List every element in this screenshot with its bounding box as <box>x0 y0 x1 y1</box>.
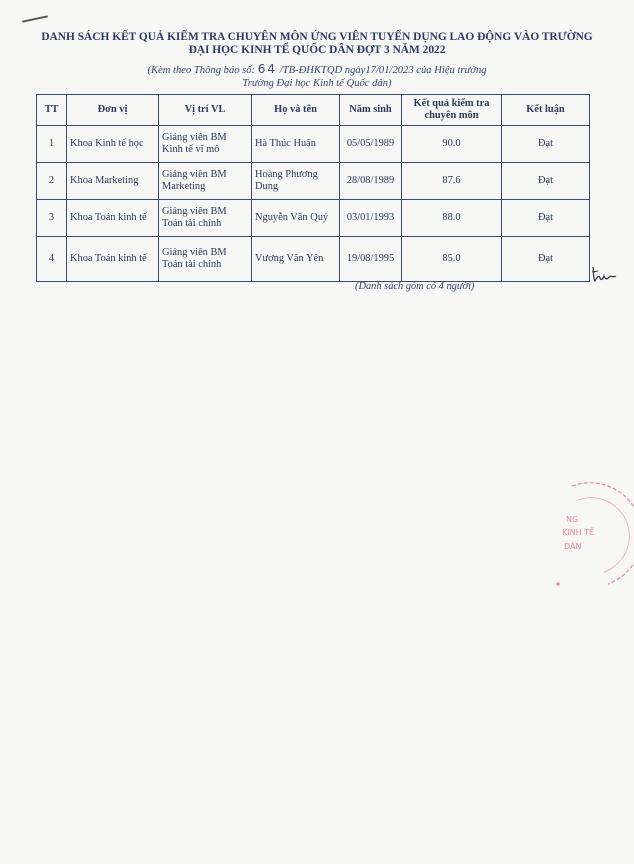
position-line-2: Toán tài chính <box>162 218 222 229</box>
header-unit: Đơn vị <box>67 95 159 126</box>
cell-name <box>252 237 340 282</box>
cell-result: Đạt <box>502 237 590 282</box>
name-line-1: Hà Thúc Huân <box>255 138 316 149</box>
cell-unit: Khoa Marketing <box>67 163 159 200</box>
cell-tt: 3 <box>37 200 67 237</box>
table-row <box>37 200 590 237</box>
stamp-text-1: NG <box>566 515 579 524</box>
position-line-1: Giảng viên BM <box>162 169 227 180</box>
cell-unit: Khoa Kinh tế học <box>67 126 159 163</box>
cell-score: 87.6 <box>402 163 502 200</box>
cell-tt: 1 <box>37 126 67 163</box>
cell-position <box>159 200 252 237</box>
document-subtitle <box>0 63 634 90</box>
title-line-2: ĐẠI HỌC KINH TẾ QUỐC DÂN ĐỢT 3 NĂM 2022 <box>188 44 446 56</box>
cell-birth: 28/08/1989 <box>340 163 402 200</box>
corner-mark <box>22 15 48 22</box>
cell-birth: 03/01/1993 <box>340 200 402 237</box>
subtitle-middle: /TB-ĐHKTQD ngày <box>279 65 366 76</box>
cell-score: 85.0 <box>402 237 502 282</box>
name-line-2: Dung <box>255 181 279 192</box>
name-line-1: Nguyễn Văn Quý <box>255 212 329 223</box>
header-result: Kết luận <box>502 95 590 126</box>
list-count-note: (Danh sách gồm có 4 người) <box>355 281 475 292</box>
cell-position <box>159 126 252 163</box>
cell-birth: 05/05/1989 <box>340 126 402 163</box>
position-line-1: Giảng viên BM <box>162 206 227 217</box>
subtitle-line-2: Trường Đại học Kinh tế Quốc dân) <box>242 78 392 89</box>
position-line-1: Giảng viên BM <box>162 247 227 258</box>
cell-name <box>252 200 340 237</box>
cell-position <box>159 163 252 200</box>
cell-result: Đạt <box>502 126 590 163</box>
table-row <box>37 126 590 163</box>
position-line-1: Giảng viên BM <box>162 132 227 143</box>
stamp-text-2: KINH TẾ <box>562 528 595 537</box>
header-name: Họ và tên <box>252 95 340 126</box>
cell-name <box>252 126 340 163</box>
handwritten-signature <box>590 263 620 290</box>
subtitle-suffix: /01/2023 của Hiệu trưởng <box>375 65 487 76</box>
header-birth: Năm sinh <box>340 95 402 126</box>
cell-score: 90.0 <box>402 126 502 163</box>
header-score: Kết quả kiểm tra chuyên môn <box>402 95 502 126</box>
cell-tt: 4 <box>37 237 67 282</box>
table-row <box>37 163 590 200</box>
cell-result: Đạt <box>502 200 590 237</box>
results-table <box>36 94 590 282</box>
position-line-2: Toán tài chính <box>162 259 222 270</box>
position-line-2: Kinh tế vĩ mô <box>162 144 220 155</box>
stamp-text-3: DÂN <box>564 542 582 551</box>
subtitle-prefix: (Kèm theo Thông báo số: <box>147 65 256 76</box>
cell-result: Đạt <box>502 163 590 200</box>
official-stamp <box>548 480 634 595</box>
title-line-1: DANH SÁCH KẾT QUẢ KIỂM TRA CHUYÊN MÔN ỨNG VIÊN TUYỂN DỤNG LAO ĐỘNG VÀO TRƯỜNG <box>41 31 593 43</box>
table-header-row <box>37 95 590 126</box>
subtitle-line-1 <box>0 63 634 77</box>
header-position: Vị trí VL <box>159 95 252 126</box>
cell-name <box>252 163 340 200</box>
cell-position <box>159 237 252 282</box>
cell-unit: Khoa Toán kinh tế <box>67 237 159 282</box>
name-line-1: Vương Văn Yên <box>255 253 324 264</box>
table-row <box>37 237 590 282</box>
notice-number: 64 <box>257 62 278 76</box>
notice-day: 17 <box>365 65 376 76</box>
cell-tt: 2 <box>37 163 67 200</box>
name-line-1: Hoàng Phương <box>255 169 318 180</box>
position-line-2: Marketing <box>162 181 206 192</box>
cell-birth: 19/08/1995 <box>340 237 402 282</box>
header-tt: TT <box>37 95 67 126</box>
document-title <box>0 31 634 57</box>
cell-score: 88.0 <box>402 200 502 237</box>
cell-unit: Khoa Toán kinh tế <box>67 200 159 237</box>
